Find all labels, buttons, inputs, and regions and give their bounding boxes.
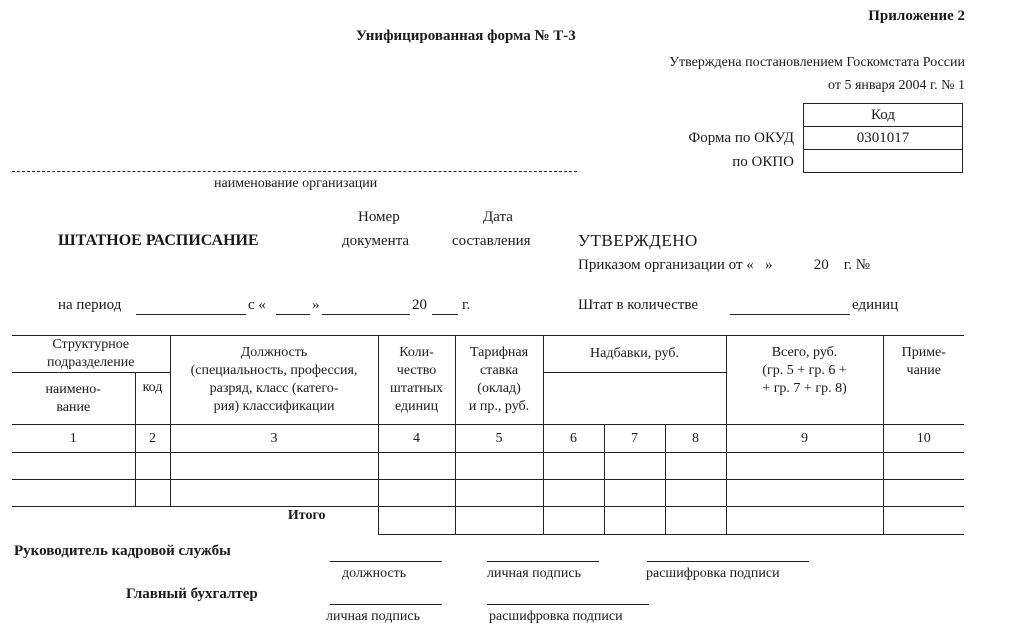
total-tariff bbox=[455, 507, 543, 535]
doc-number-header-1: Номер bbox=[358, 209, 400, 225]
col-total-line-2: (гр. 5 + гр. 6 + bbox=[762, 363, 847, 378]
col-note-line-1: Приме- bbox=[901, 345, 946, 360]
col-tariff-line-2: ставка bbox=[479, 363, 519, 378]
col-structural-unit-line-2: подразделение bbox=[47, 355, 135, 370]
col-staff-units-line-3: штатных bbox=[390, 381, 443, 396]
codes-table bbox=[803, 103, 963, 173]
appendix-label: Приложение 2 bbox=[868, 8, 965, 24]
col-structural-unit-header bbox=[12, 336, 170, 373]
total-allowance-6 bbox=[543, 507, 604, 535]
okpo-label: по ОКПО bbox=[732, 154, 794, 170]
approved-by-line-1: Утверждена постановлением Госкомстата России bbox=[669, 55, 965, 70]
hr-signature-line bbox=[487, 561, 599, 562]
col-staff-units-line-4: единиц bbox=[394, 399, 439, 414]
col-unit-name-line-2: вание bbox=[56, 399, 91, 415]
period-year-suffix: г. bbox=[462, 297, 471, 313]
col-number-4: 4 bbox=[378, 425, 455, 453]
col-total-line-1: Всего, руб. bbox=[771, 345, 838, 360]
col-total-line-3: + гр. 7 + гр. 8) bbox=[762, 381, 847, 396]
okud-code: 0301017 bbox=[804, 127, 963, 150]
col-position-line-1: Должность bbox=[240, 345, 308, 360]
col-total-header bbox=[726, 336, 883, 425]
staff-count-line bbox=[730, 314, 850, 315]
doc-date-header-2: составления bbox=[452, 233, 531, 249]
total-label: Итого bbox=[287, 508, 326, 523]
staff-table bbox=[12, 335, 964, 535]
col-allowances-header: Надбавки, руб. bbox=[543, 336, 726, 373]
hr-position-caption: должность bbox=[342, 566, 407, 581]
col-position-line-4: рия) классификации bbox=[213, 399, 335, 414]
col-unit-name-line-1: наимено- bbox=[45, 381, 101, 397]
approved-title: УТВЕРЖДЕНО bbox=[578, 231, 698, 250]
col-structural-unit-line-1: Структурное bbox=[52, 337, 130, 352]
period-from: с « bbox=[248, 297, 266, 313]
col-number-5: 5 bbox=[455, 425, 543, 453]
total-staff-units bbox=[378, 507, 455, 535]
col-staff-units-line-1: Коли- bbox=[399, 345, 434, 360]
col-note-line-2: чание bbox=[906, 363, 941, 378]
period-month-line bbox=[322, 314, 410, 315]
col-number-1: 1 bbox=[12, 425, 135, 453]
col-position-header bbox=[170, 336, 378, 425]
col-tariff-line-4: и пр., руб. bbox=[468, 399, 530, 414]
hr-head-label: Руководитель кадровой службы bbox=[14, 543, 231, 559]
hr-decode-line bbox=[647, 561, 809, 562]
col-number-2: 2 bbox=[135, 425, 170, 453]
period-day-line bbox=[276, 314, 310, 315]
col-allowances-sub bbox=[543, 373, 726, 425]
col-number-8: 8 bbox=[665, 425, 726, 453]
accountant-signature-caption: личная подпись bbox=[326, 609, 420, 624]
period-year: 20 bbox=[412, 297, 427, 313]
accountant-decode-caption: расшифровка подписи bbox=[489, 609, 623, 624]
doc-number-header-2: документа bbox=[342, 233, 410, 249]
accountant-decode-line bbox=[487, 604, 649, 605]
hr-position-line bbox=[330, 561, 442, 562]
col-number-9: 9 bbox=[726, 425, 883, 453]
col-tariff-line-1: Тарифная bbox=[469, 345, 529, 360]
total-allowance-7 bbox=[604, 507, 665, 535]
okud-label: Форма по ОКУД bbox=[688, 130, 794, 146]
col-number-3: 3 bbox=[170, 425, 378, 453]
col-tariff-header bbox=[455, 336, 543, 425]
col-number-10: 10 bbox=[883, 425, 964, 453]
accountant-signature-line bbox=[330, 604, 442, 605]
hr-signature-caption: личная подпись bbox=[487, 566, 581, 581]
chief-accountant-label: Главный бухгалтер bbox=[126, 586, 258, 602]
col-position-line-3: разряд, класс (катего- bbox=[209, 381, 339, 396]
col-unit-name-header bbox=[12, 373, 135, 425]
total-allowance-8 bbox=[665, 507, 726, 535]
doc-date-header-1: Дата bbox=[483, 209, 513, 225]
col-number-7: 7 bbox=[604, 425, 665, 453]
codes-header: Код bbox=[804, 104, 963, 127]
col-position-line-2: (специальность, профессия, bbox=[190, 363, 358, 378]
period-line-1 bbox=[136, 314, 246, 315]
staff-suffix: единиц bbox=[852, 297, 899, 313]
doc-title: ШТАТНОЕ РАСПИСАНИЕ bbox=[58, 232, 259, 249]
period-label: на период bbox=[58, 297, 122, 313]
total-sum bbox=[726, 507, 883, 535]
hr-decode-caption: расшифровка подписи bbox=[646, 566, 780, 581]
col-unit-code-header: код bbox=[135, 373, 170, 425]
form-title: Унифицированная форма № Т-3 bbox=[356, 28, 576, 44]
col-note-header bbox=[883, 336, 964, 425]
org-name-line bbox=[12, 171, 577, 172]
total-note bbox=[883, 507, 964, 535]
approved-by-line-2: от 5 января 2004 г. № 1 bbox=[828, 78, 965, 93]
period-year-line bbox=[432, 314, 458, 315]
col-staff-units-line-2: чество bbox=[396, 363, 437, 378]
approved-order: Приказом организации от « » 20 г. № bbox=[578, 257, 871, 273]
col-staff-units-header bbox=[378, 336, 455, 425]
period-quote-close: » bbox=[312, 297, 320, 313]
table-row bbox=[12, 453, 964, 480]
org-caption: наименование организации bbox=[214, 176, 378, 191]
col-number-6: 6 bbox=[543, 425, 604, 453]
table-row bbox=[12, 480, 964, 507]
col-tariff-line-3: (оклад) bbox=[477, 381, 521, 396]
staff-label: Штат в количестве bbox=[578, 297, 699, 313]
okpo-code bbox=[804, 150, 963, 173]
